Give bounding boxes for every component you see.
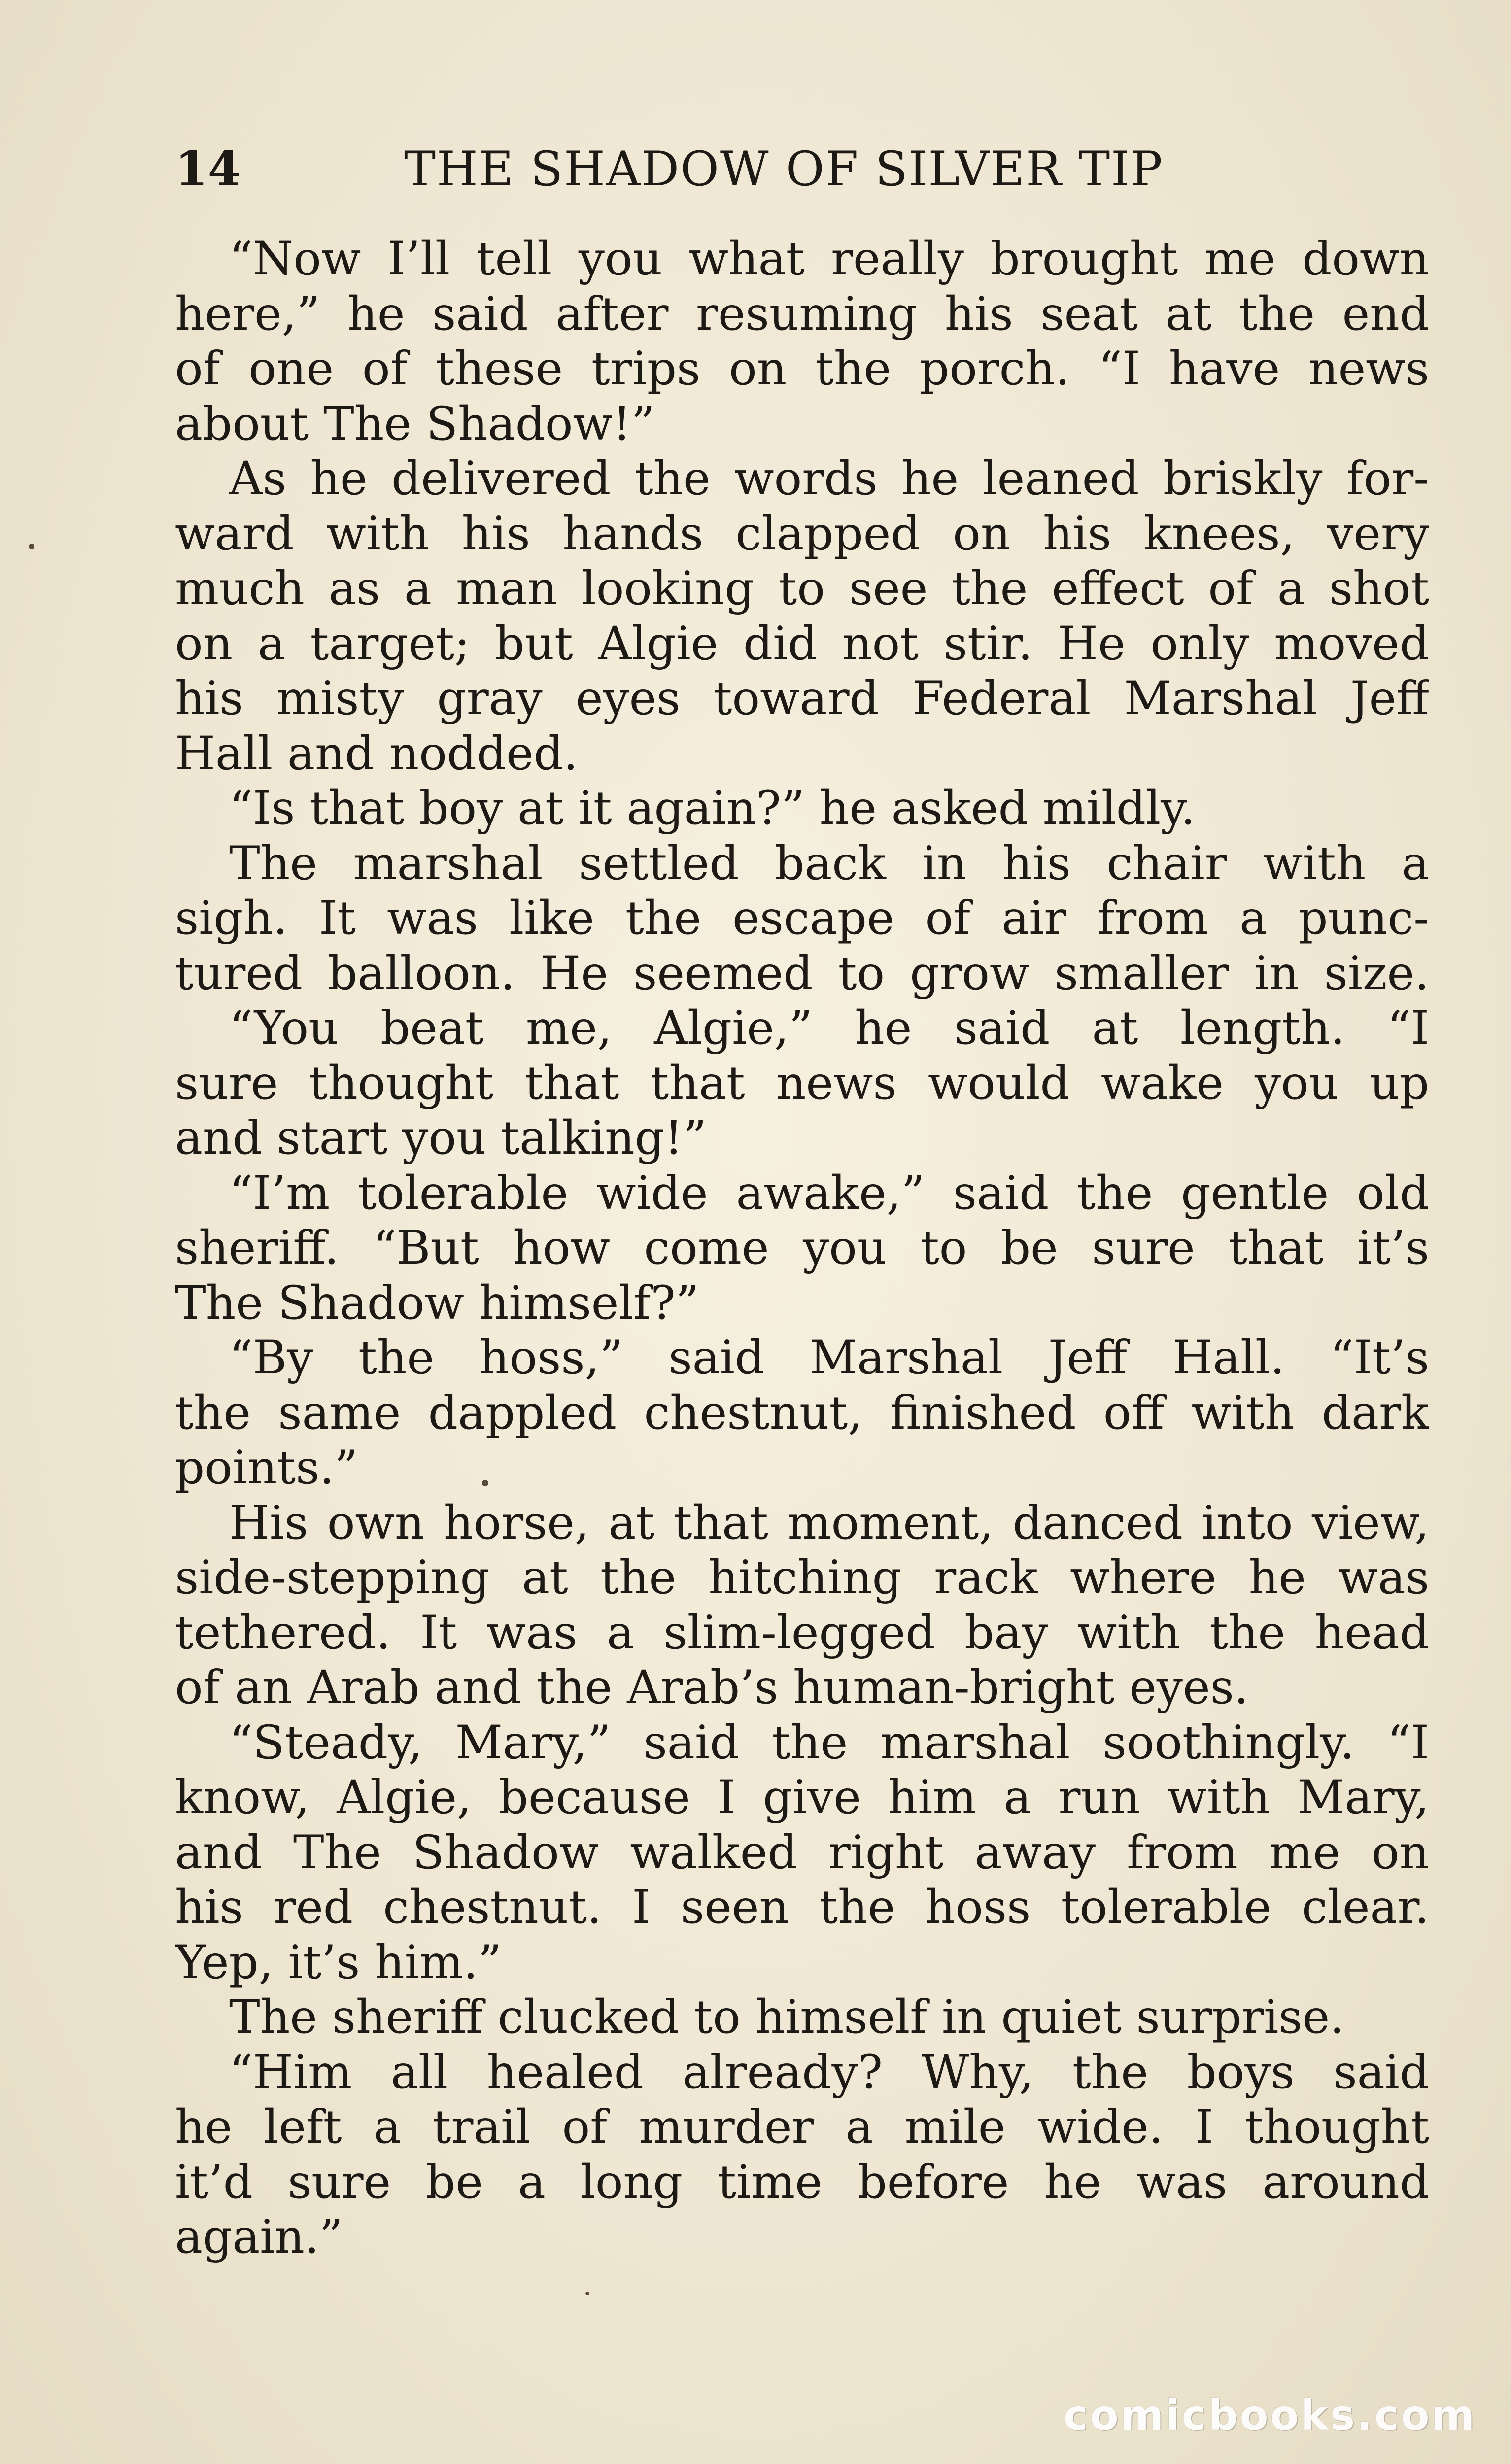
text-line: Yep, it’s him.”	[175, 1935, 502, 1989]
watermark-logo: comicbooks.com	[1064, 2391, 1477, 2439]
running-title: THE SHADOW OF SILVER TIP	[404, 141, 1164, 197]
text-line: on a target; but Algie did not stir. He only moved	[175, 616, 1429, 671]
text-line: “Now I’ll tell you what really brought me down	[229, 232, 1429, 286]
text-line: Hall and nodded.	[175, 726, 578, 781]
text-line: The Shadow himself?”	[175, 1276, 699, 1330]
text-line: The marshal settled back in his chair with a	[229, 836, 1429, 890]
text-line: “Him all healed already? Why, the boys said	[229, 2045, 1429, 2099]
text-line: “By the hoss,” said Marshal Jeff Hall. “It’s	[229, 1331, 1429, 1385]
text-line: sure thought that that news would wake you up	[175, 1056, 1429, 1110]
text-line: and The Shadow walked right away from me on	[175, 1825, 1429, 1880]
text-line: tethered. It was a slim-legged bay with the head	[175, 1606, 1429, 1660]
text-line: side-stepping at the hitching rack where he was	[175, 1551, 1429, 1605]
text-line: “Is that boy at it again?” he asked mildly.	[229, 782, 1196, 835]
text-line: here,” he said after resuming his seat at the end	[175, 287, 1429, 341]
text-line: the same dappled chestnut, finished off with dark	[175, 1386, 1429, 1440]
text-line: of an Arab and the Arab’s human-bright eyes.	[175, 1661, 1249, 1714]
text-line: ward with his hands clapped on his knees, very	[175, 507, 1429, 561]
text-line: of one of these trips on the porch. “I have news	[175, 342, 1429, 396]
page-number: 14	[175, 141, 241, 197]
text-line: As he delivered the words he leaned briskly for-	[229, 452, 1429, 506]
text-line: know, Algie, because I give him a run with Mary,	[175, 1771, 1429, 1824]
body-text	[175, 232, 1429, 2265]
text-line: his red chestnut. I seen the hoss tolerable clear.	[175, 1881, 1429, 1934]
text-line: sigh. It was like the escape of air from a punc-	[175, 891, 1429, 945]
ink-speck	[585, 2292, 589, 2295]
text-line: points.”	[175, 1441, 358, 1495]
ink-speck	[482, 1480, 488, 1486]
text-line: “You beat me, Algie,” he said at length. “I	[229, 1001, 1429, 1055]
text-line: his misty gray eyes toward Federal Marshal Jeff	[175, 672, 1429, 725]
text-line: tured balloon. He seemed to grow smaller in size.	[175, 946, 1429, 1000]
text-line: much as a man looking to see the effect of a shot	[175, 562, 1429, 616]
text-line: “Steady, Mary,” said the marshal soothingly. “I	[229, 1715, 1429, 1770]
page-header	[175, 132, 1437, 206]
ink-speck	[29, 544, 34, 549]
text-line: it’d sure be a long time before he was around	[175, 2155, 1429, 2209]
text-line: again.”	[175, 2210, 343, 2264]
text-line: about The Shadow!”	[175, 397, 655, 451]
text-line: The sheriff clucked to himself in quiet surprise.	[229, 1990, 1345, 2044]
text-line: and start you talking!”	[175, 1111, 707, 1165]
text-line: sheriff. “But how come you to be sure that it’s	[175, 1221, 1429, 1275]
text-line: he left a trail of murder a mile wide. I thought	[175, 2100, 1429, 2154]
text-line: “I’m tolerable wide awake,” said the gentle old	[229, 1166, 1429, 1220]
text-line: His own horse, at that moment, danced into view,	[229, 1496, 1429, 1550]
